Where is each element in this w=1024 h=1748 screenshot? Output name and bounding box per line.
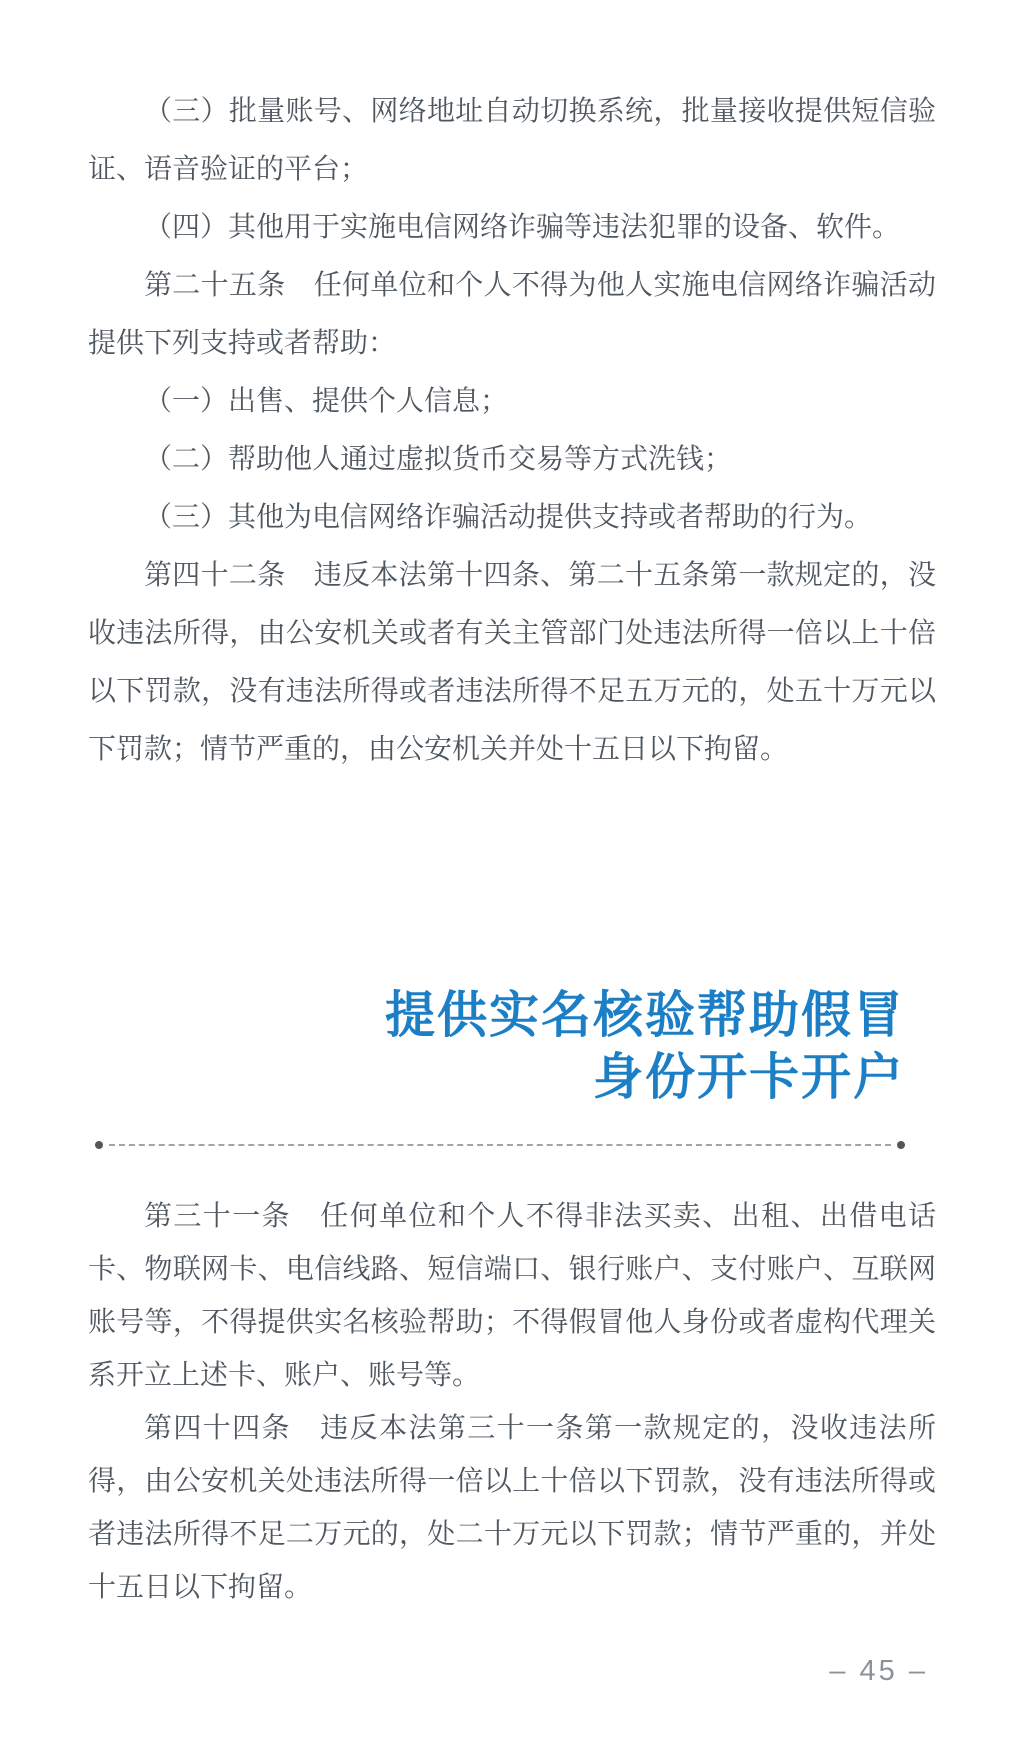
paragraph-item-3: （三）批量账号、网络地址自动切换系统，批量接收提供短信验证、语音验证的平台； (88, 95, 936, 184)
paragraph-article-25: 第二十五条 任何单位和个人不得为他人实施电信网络诈骗活动提供下列支持或者帮助： (88, 269, 936, 358)
section-heading-line1: 提供实名核验帮助假冒 (385, 987, 905, 1043)
divider-dot-right (897, 1141, 905, 1149)
divider-dashes (109, 1144, 891, 1146)
dashed-divider (95, 1141, 905, 1149)
paragraph-subitem-2: （二）帮助他人通过虚拟货币交易等方式洗钱； (144, 443, 733, 474)
paragraph-item-4: （四）其他用于实施电信网络诈骗等违法犯罪的设备、软件。 (144, 211, 901, 242)
paragraph-subitem-1: （一）出售、提供个人信息； (144, 385, 509, 416)
paragraph-article-42: 第四十二条 违反本法第十四条、第二十五条第一款规定的，没收违法所得，由公安机关或者有关主管部门处违法所得一倍以上十倍以下罚款，没有违法所得或者违法所得不足五万元的，处五十万元以下罚款；情节严重的，由公安机关并处十五日以下拘留。 (88, 559, 936, 764)
page-number: – 45 – (829, 1655, 928, 1687)
paragraph-subitem-3: （三）其他为电信网络诈骗活动提供支持或者帮助的行为。 (144, 501, 873, 532)
law-text-block-top (88, 0, 936, 778)
section-heading-line2: 身份开卡开户 (593, 1049, 905, 1105)
paragraph-article-31: 第三十一条 任何单位和个人不得非法买卖、出租、出借电话卡、物联网卡、电信线路、短信端口、银行账户、支付账户、互联网账号等，不得提供实名核验帮助；不得假冒他人身份或者虚构代理关系开立上述卡、账户、账号等。 (88, 1200, 936, 1390)
divider-dot-left (95, 1141, 103, 1149)
paragraph-article-44: 第四十四条 违反本法第三十一条第一款规定的，没收违法所得，由公安机关处违法所得一倍以上十倍以下罚款，没有违法所得或者违法所得不足二万元的，处二十万元以下罚款；情节严重的，并处十五日以下拘留。 (88, 1412, 936, 1602)
section-heading (88, 984, 905, 1108)
law-text-block-bottom (88, 1189, 936, 1613)
